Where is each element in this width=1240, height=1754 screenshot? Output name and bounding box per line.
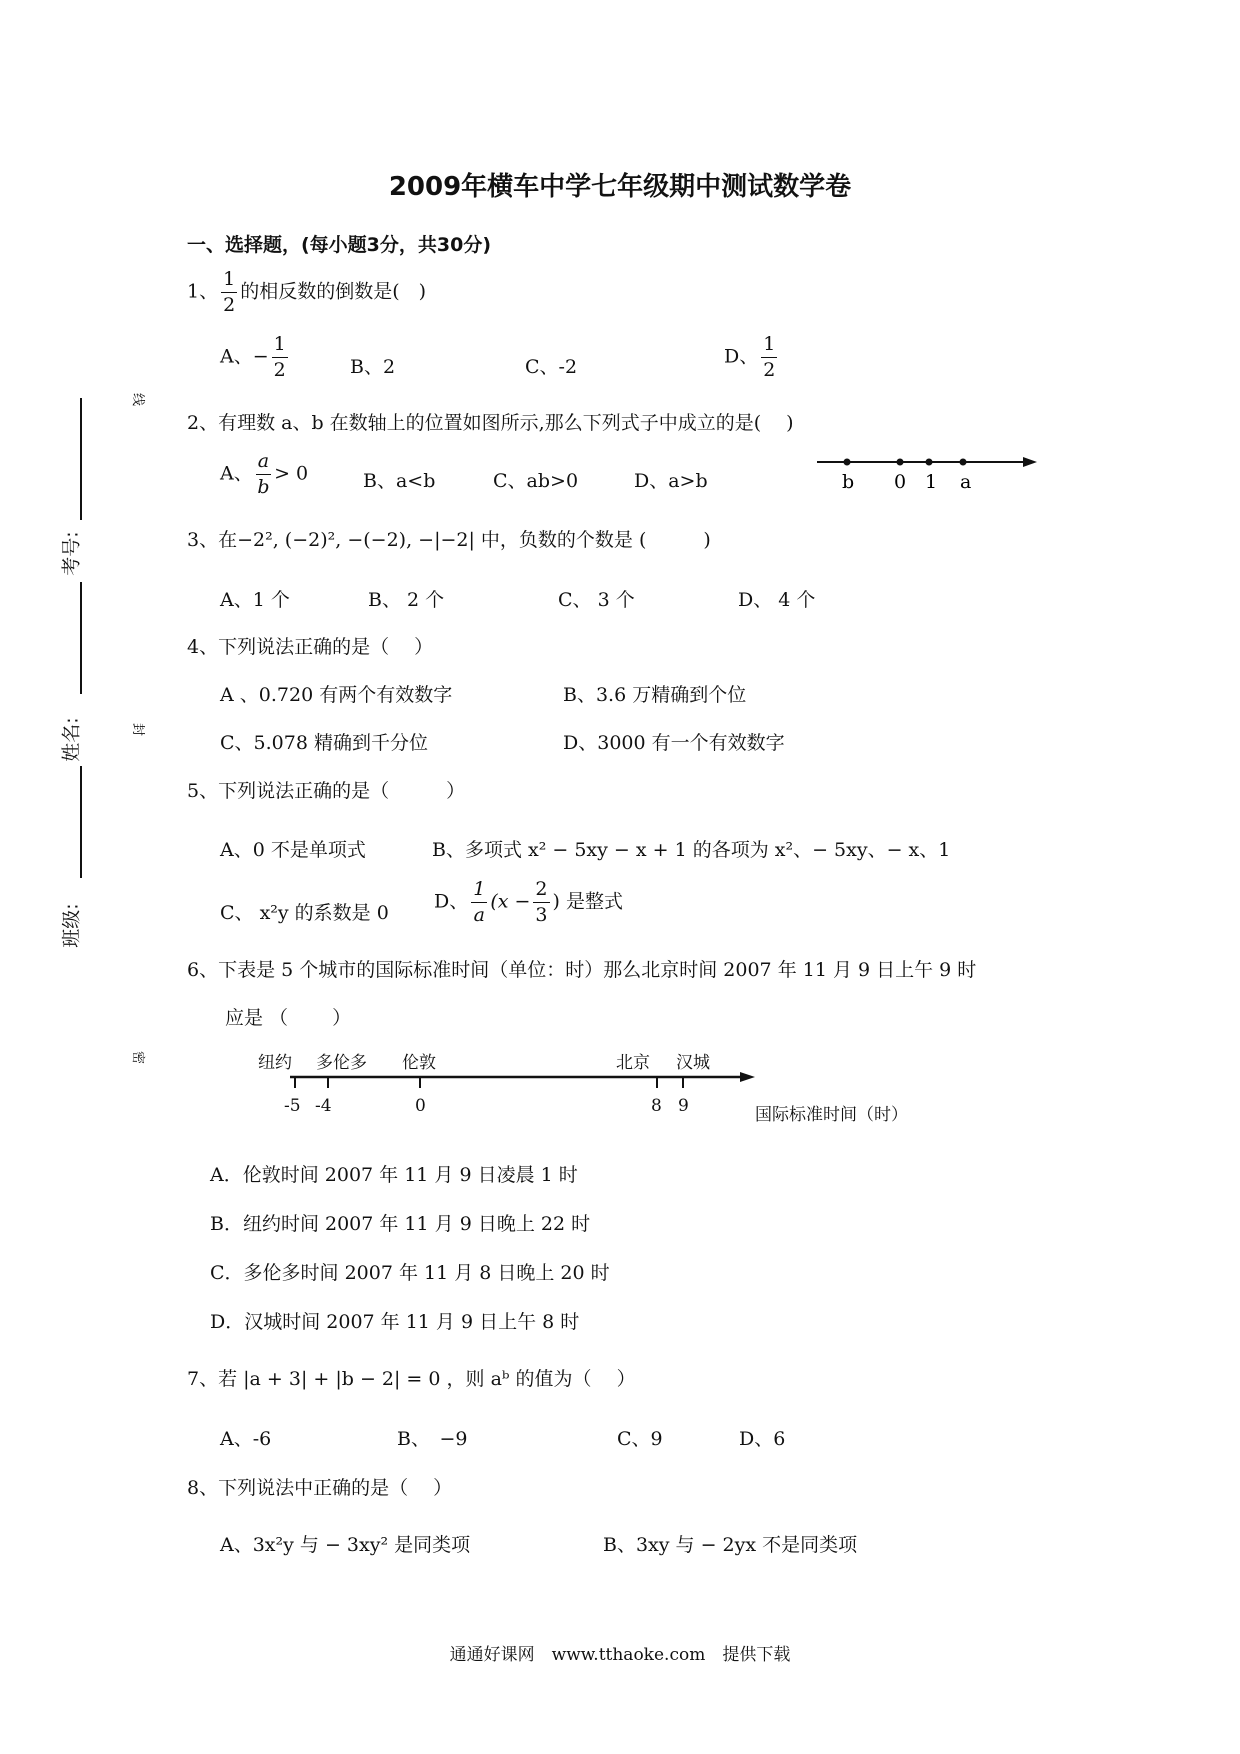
cut-mark-feng: 封: [130, 722, 146, 737]
q7-option-b: B、 −9: [397, 1428, 468, 1450]
q5-option-d: D、 $\frac{1}{a}$ (x − $\frac{2}{3}$ ) 是整式: [434, 878, 623, 926]
q2-point-a: [960, 459, 967, 466]
q5-option-b: B、多项式 x² − 5xy − x + 1 的各项为 x²、− 5xy、− x、1: [432, 839, 951, 861]
q1-option-d: D、 $\frac{1}{2}$: [724, 333, 776, 381]
tick-label-8: 8: [651, 1096, 662, 1116]
q2-option-c: C、ab>0: [493, 470, 579, 492]
tick-label-0: 0: [415, 1096, 426, 1116]
q6-time-axis: [285, 1070, 760, 1094]
q2-label-1: 1: [925, 471, 938, 493]
q5-option-c: C、 x²y 的系数是 0: [220, 902, 389, 924]
q2-label-b: b: [842, 471, 855, 493]
q1-option-a: A、− $\frac{1}{2}$: [220, 333, 286, 381]
q3-option-b: B、 2 个: [368, 589, 445, 611]
q7-option-a: A、-6: [220, 1428, 272, 1450]
cut-mark-xian: 线: [130, 392, 146, 407]
city-seoul: 汉城: [676, 1053, 710, 1073]
margin-line-bottom: [80, 766, 82, 878]
tick-label-neg4: -4: [315, 1096, 332, 1116]
city-newyork: 纽约: [258, 1053, 292, 1073]
q2-label-a: a: [960, 471, 972, 493]
q6-option-c: C．多伦多时间 2007 年 11 月 8 日晚上 20 时: [210, 1262, 610, 1284]
q7-option-c: C、9: [617, 1428, 663, 1450]
q6-axis-arrow: [740, 1072, 755, 1082]
question-3: 3、在−2², (−2)², −(−2), −|−2| 中，负数的个数是 ( ): [187, 529, 711, 551]
footer-credit: 通通好课网 www.tthaoke.com 提供下载: [449, 1645, 791, 1665]
q6-option-b: B．纽约时间 2007 年 11 月 9 日晚上 22 时: [210, 1213, 591, 1235]
q7-option-d: D、6: [739, 1428, 786, 1450]
question-8: 8、下列说法中正确的是（ ）: [187, 1477, 453, 1499]
question-6-continued: 应是 （ ）: [225, 1007, 352, 1029]
question-6: 6、下表是 5 个城市的国际标准时间（单位：时）那么北京时间 2007 年 11 月 9 日上午 9 时: [187, 959, 977, 981]
cut-mark-mi: 密: [130, 1050, 146, 1065]
q2-axis-arrow: [1023, 457, 1037, 467]
q5-option-a: A、0 不是单项式: [220, 839, 366, 861]
city-london: 伦敦: [402, 1053, 436, 1073]
q1-option-b: B、2: [350, 356, 396, 378]
question-5: 5、下列说法正确的是（ ）: [187, 780, 466, 802]
q1-option-c: C、-2: [525, 356, 578, 378]
q4-option-d: D、3000 有一个有效数字: [563, 732, 785, 754]
q1-fraction: $\frac{1}{2}$: [223, 268, 236, 316]
banji-label: 班级:: [60, 903, 83, 948]
q2-number-line: [815, 448, 1040, 498]
question-1: [187, 270, 426, 315]
q2-point-b: [844, 459, 851, 466]
margin-line-mid: [80, 582, 82, 694]
q6-option-d: D．汉城时间 2007 年 11 月 9 日上午 8 时: [210, 1311, 580, 1333]
tick-label-9: 9: [678, 1096, 689, 1116]
question-4: 4、下列说法正确的是（ ）: [187, 636, 434, 658]
city-toronto: 多伦多: [316, 1053, 367, 1073]
q4-option-c: C、5.078 精确到千分位: [220, 732, 428, 754]
section-heading: 一、选择题，(每小题3分，共30分): [187, 234, 492, 256]
q3-option-d: D、 4 个: [738, 589, 816, 611]
q8-option-a: A、3x²y 与 − 3xy² 是同类项: [220, 1534, 471, 1556]
q1-stem: 的相反数的倒数是( ): [240, 280, 427, 303]
q8-option-b: B、3xy 与 − 2yx 不是同类项: [603, 1534, 858, 1556]
xingming-label: 姓名:: [60, 717, 83, 762]
q3-option-c: C、 3 个: [558, 589, 635, 611]
question-2: 2、有理数 a、b 在数轴上的位置如图所示,那么下列式子中成立的是( ): [187, 412, 794, 434]
q1-number: 1、: [187, 280, 219, 303]
q2-option-b: B、a<b: [363, 470, 436, 492]
tick-label-neg5: -5: [284, 1096, 301, 1116]
q2-point-1: [926, 459, 933, 466]
question-7: 7、若 |a + 3| + |b − 2| = 0 ，则 aᵇ 的值为（ ）: [187, 1368, 636, 1390]
city-beijing: 北京: [616, 1053, 650, 1073]
q3-option-a: A、1 个: [220, 589, 290, 611]
kaohao-label: 考号:: [60, 531, 83, 576]
margin-line-top: [80, 398, 82, 520]
axis-title: 国际标准时间（时）: [755, 1105, 908, 1125]
page-title: 2009年横车中学七年级期中测试数学卷: [388, 172, 852, 202]
q6-option-a: A．伦敦时间 2007 年 11 月 9 日凌晨 1 时: [210, 1164, 578, 1186]
q2-point-0: [897, 459, 904, 466]
q2-option-d: D、a>b: [634, 470, 708, 492]
q4-option-a: A 、0.720 有两个有效数字: [220, 684, 453, 706]
q4-option-b: B、3.6 万精确到个位: [563, 684, 747, 706]
q2-option-a: A、 $\frac{a}{b}$ > 0: [220, 450, 309, 498]
q2-label-0: 0: [894, 471, 907, 493]
